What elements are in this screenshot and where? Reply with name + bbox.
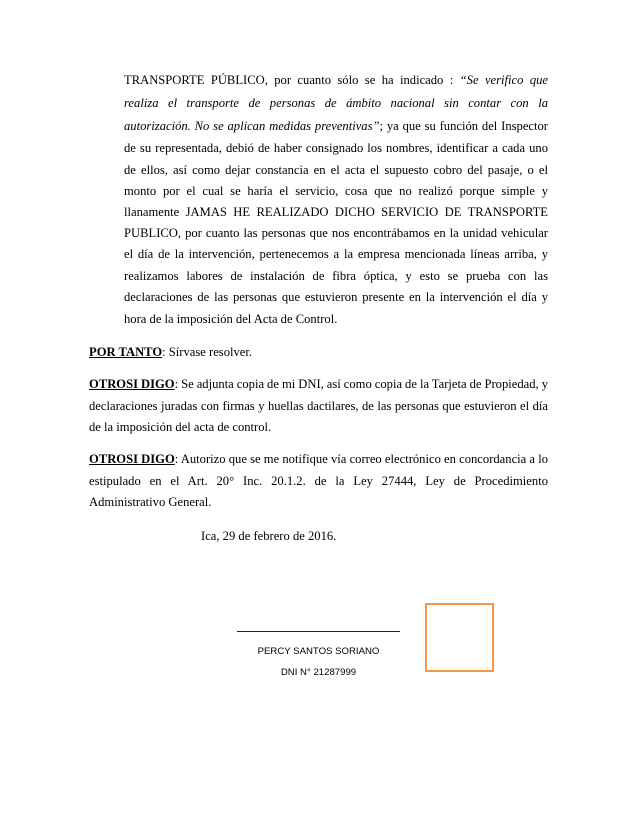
otrosi-2-line <box>89 473 548 489</box>
otrosi-1-line <box>89 376 548 392</box>
signature-line <box>237 631 400 632</box>
signatory-name: PERCY SANTOS SORIANO <box>257 646 380 657</box>
otrosi-2-line <box>89 451 548 467</box>
argument-text: llanamente JAMAS HE REALIZADO DICHO SERVICIO DE TRANSPORTE <box>124 205 548 219</box>
argument-line <box>124 225 548 241</box>
otrosi-1-text: declaraciones juradas con firmas y huellas dactilares, de las personas que estuvieron el día <box>89 399 548 413</box>
argument-text: hora de la imposición del Acta de Control. <box>124 312 338 326</box>
otrosi-2-text: estipulado en el Art. 20° Inc. 20.1.2. de la Ley 27444, Ley de Procedimiento <box>89 474 548 488</box>
fingerprint-box <box>425 603 494 672</box>
argument-line <box>124 162 548 178</box>
argument-line <box>124 95 548 111</box>
argument-line <box>124 118 548 134</box>
otrosi-1-text: : Se adjunta copia de mi DNI, así como copia de la Tarjeta de Propiedad, y <box>174 377 549 391</box>
argument-line <box>124 311 548 327</box>
argument-line <box>124 204 548 220</box>
por-tanto-heading: POR TANTO <box>89 345 163 359</box>
por-tanto-line <box>89 344 548 360</box>
argument-text: de ellos, así como dejar constancia en el acta el supuesto cobro del pasaje, o el <box>124 163 548 177</box>
quoted-text: “Se verifico que <box>459 73 548 87</box>
otrosi-1-line <box>89 398 548 414</box>
argument-line <box>124 72 548 88</box>
otrosi-2-heading: OTROSI DIGO <box>89 452 175 466</box>
argument-text: realizamos labores de instalación de fibra óptica, y esto se prueba con las <box>124 269 548 283</box>
quoted-text: autorización. No se aplican medidas preventivas” <box>124 119 380 133</box>
argument-text: declaraciones de las personas que estuvieron presente en la intervención el día y <box>124 290 548 304</box>
argument-text: de su representada, debió de haber consignado los nombres, identificar a cada uno <box>124 141 548 155</box>
argument-text: PUBLICO, por cuanto las personas que nos encontrábamos en la unidad vehicular <box>124 226 548 240</box>
argument-text: TRANSPORTE PÚBLICO, por cuanto sólo se ha indicado : <box>124 73 460 87</box>
argument-line <box>124 183 548 199</box>
argument-text: ; ya que su función del Inspector <box>379 119 548 133</box>
otrosi-2-text: : Autorizo que se me notifique vía correo electrónico en concordancia a lo <box>174 452 549 466</box>
otrosi-1-heading: OTROSI DIGO <box>89 377 175 391</box>
argument-line <box>124 246 548 262</box>
otrosi-2-line <box>89 494 548 510</box>
por-tanto-text: : Sírvase resolver. <box>162 345 253 359</box>
otrosi-1-line <box>89 419 548 435</box>
argument-line <box>124 268 548 284</box>
argument-line <box>124 140 548 156</box>
quoted-text: realiza el transporte de personas de ámbito nacional sin contar con la <box>124 96 548 110</box>
signatory-dni: DNI N° 21287999 <box>280 667 357 678</box>
otrosi-1-text: de la imposición del acta de control. <box>89 420 272 434</box>
otrosi-2-text: Administrativo General. <box>89 495 212 509</box>
argument-line <box>124 289 548 305</box>
argument-text: el día de la intervención, pertenecemos a la empresa mencionada líneas arriba, y <box>124 247 548 261</box>
argument-text: monto por el cual se haría el servicio, cosa que no realizó porque simple y <box>124 184 548 198</box>
place-date: Ica, 29 de febrero de 2016. <box>201 529 337 543</box>
